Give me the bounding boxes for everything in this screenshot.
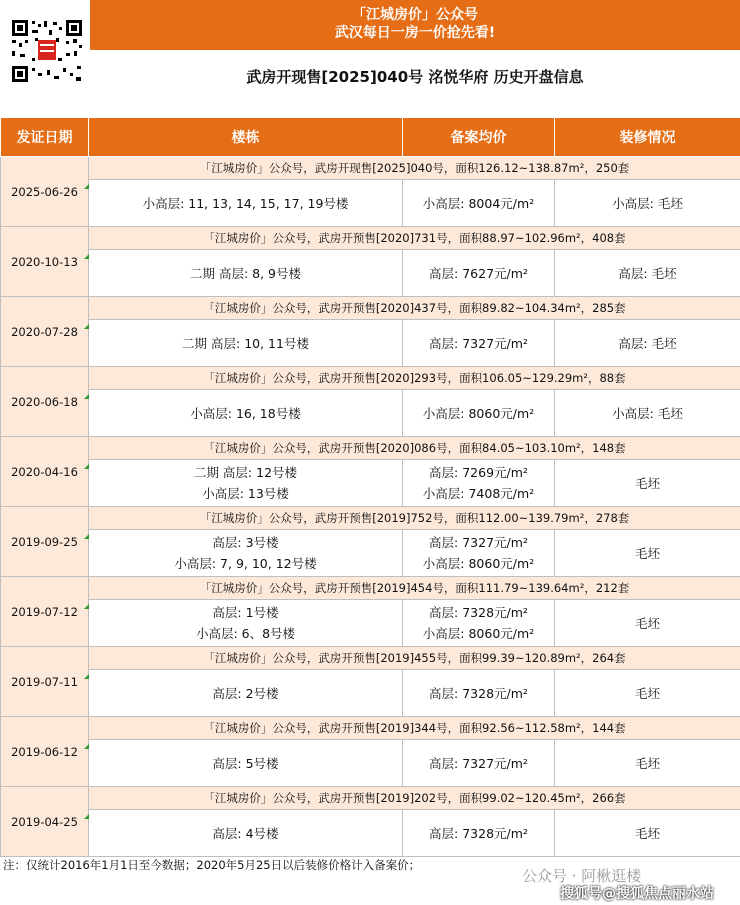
decoration-cell: [555, 390, 740, 437]
comment-marker-icon: [84, 534, 89, 539]
building-line: 小高层: 11, 13, 14, 15, 17, 19号楼: [142, 195, 349, 211]
history-table: [0, 117, 740, 857]
price-cell: [403, 740, 555, 787]
decoration-cell: [555, 670, 740, 717]
building-cell: [89, 390, 403, 437]
permit-info: 「江城房价」公众号，武房开预售[2019]752号，面积112.00~139.79m²，278套: [89, 507, 740, 530]
comment-marker-icon: [84, 674, 89, 679]
table-row-info: [1, 367, 740, 390]
issue-date-text: 2019-04-25: [11, 814, 78, 829]
issue-date: [1, 227, 89, 297]
building-line: 高层: 3号楼: [212, 535, 279, 550]
price-cell: [403, 530, 555, 577]
price-cell: [403, 460, 555, 507]
table-body: [1, 157, 740, 857]
header-price: 备案均价: [403, 118, 555, 157]
building-line: 高层: 5号楼: [212, 755, 279, 771]
permit-info: 「江城房价」公众号，武房开预售[2020]086号，面积84.05~103.10m²，148套: [89, 437, 740, 460]
price-line: 高层: 7328元/m²: [429, 685, 528, 701]
permit-info: 「江城房价」公众号，武房开预售[2020]293号，面积106.05~129.29m²，88套: [89, 367, 740, 390]
header-date: 发证日期: [1, 118, 89, 157]
price-cell: [403, 390, 555, 437]
price-line: 高层: 7328元/m²: [429, 605, 528, 620]
issue-date: [1, 577, 89, 647]
price-line: 小高层: 8060元/m²: [422, 626, 535, 641]
building-cell: [89, 320, 403, 367]
price-line: 小高层: 8060元/m²: [422, 405, 535, 421]
table-row: [1, 740, 740, 787]
building-cell: [89, 810, 403, 857]
building-cell: [89, 600, 403, 647]
qr-code-icon: [8, 18, 86, 84]
table-row-info: [1, 787, 740, 810]
watermark-sohu: 搜狐号@搜狐焦点丽水站: [560, 886, 714, 902]
permit-info: 「江城房价」公众号，武房开预售[2019]454号，面积111.79~139.64m²，212套: [89, 577, 740, 600]
building-cell: [89, 460, 403, 507]
issue-date-text: 2025-06-26: [11, 184, 78, 199]
header-building: 楼栋: [89, 118, 403, 157]
decoration-cell: [555, 740, 740, 787]
issue-date-text: 2020-07-28: [11, 324, 78, 339]
banner-line1: 「江城房价」公众号: [352, 7, 478, 23]
price-cell: [403, 600, 555, 647]
decoration-line: 毛坯: [634, 755, 660, 771]
decoration-cell: [555, 460, 740, 507]
comment-marker-icon: [84, 394, 89, 399]
price-line: 高层: 7327元/m²: [429, 535, 528, 550]
issue-date-text: 2020-04-16: [11, 464, 78, 479]
issue-date: [1, 647, 89, 717]
comment-marker-icon: [84, 464, 89, 469]
decoration-line: 小高层: 毛坯: [612, 405, 683, 421]
comment-marker-icon: [84, 604, 89, 609]
permit-info: 「江城房价」公众号，武房开现售[2025]040号，面积126.12~138.87m²，250套: [89, 157, 740, 180]
issue-date-text: 2020-10-13: [11, 254, 78, 269]
building-cell: [89, 250, 403, 297]
decoration-cell: [555, 530, 740, 577]
price-line: 高层: 7627元/m²: [429, 265, 528, 281]
comment-marker-icon: [84, 744, 89, 749]
permit-info: 「江城房价」公众号，武房开预售[2020]437号，面积89.82~104.34m²，285套: [89, 297, 740, 320]
building-cell: [89, 740, 403, 787]
issue-date: [1, 507, 89, 577]
issue-date: [1, 437, 89, 507]
table-row-info: [1, 577, 740, 600]
price-line: 小高层: 7408元/m²: [422, 486, 535, 501]
table-row-info: [1, 647, 740, 670]
building-cell: [89, 530, 403, 577]
page-title: 武房开现售[2025]040号 洺悦华府 历史开盘信息: [246, 68, 584, 86]
building-cell: [89, 180, 403, 227]
watermark-wechat: 公众号 · 阿楸逛楼: [522, 867, 642, 885]
price-cell: [403, 810, 555, 857]
building-line: 二期 高层: 12号楼: [193, 465, 298, 480]
decoration-cell: [555, 600, 740, 647]
header-decoration: 装修情况: [555, 118, 740, 157]
issue-date-text: 2019-07-11: [11, 674, 78, 689]
comment-marker-icon: [84, 814, 89, 819]
price-line: 高层: 7328元/m²: [429, 825, 528, 841]
table-row: [1, 530, 740, 577]
comment-marker-icon: [84, 254, 89, 259]
price-line: 小高层: 8060元/m²: [422, 556, 535, 571]
decoration-cell: [555, 320, 740, 367]
decoration-cell: [555, 250, 740, 297]
comment-marker-icon: [84, 184, 89, 189]
table-row: [1, 810, 740, 857]
decoration-cell: [555, 180, 740, 227]
decoration-line: 毛坯: [634, 545, 660, 561]
permit-info: 「江城房价」公众号，武房开预售[2020]731号，面积88.97~102.96m²，408套: [89, 227, 740, 250]
table-row: [1, 390, 740, 437]
permit-info: 「江城房价」公众号，武房开预售[2019]455号，面积99.39~120.89m²，264套: [89, 647, 740, 670]
building-cell: [89, 670, 403, 717]
price-line: 高层: 7327元/m²: [429, 335, 528, 351]
price-line: 高层: 7269元/m²: [429, 465, 528, 480]
decoration-line: 毛坯: [634, 825, 660, 841]
table-row: [1, 320, 740, 367]
building-line: 二期 高层: 10, 11号楼: [182, 335, 309, 351]
issue-date: [1, 297, 89, 367]
decoration-line: 高层: 毛坯: [618, 265, 677, 281]
building-line: 小高层: 7, 9, 10, 12号楼: [174, 556, 317, 571]
price-line: 小高层: 8004元/m²: [422, 195, 535, 211]
issue-date-text: 2019-07-12: [11, 604, 78, 619]
footnote: 注：仅统计2016年1月1日至今数据；2020年5月25日以后装修价格计入备案价；: [3, 858, 421, 872]
header-banner: [90, 0, 740, 50]
building-line: 小高层: 6、8号楼: [195, 626, 296, 641]
table-row-info: [1, 227, 740, 250]
price-cell: [403, 180, 555, 227]
qr-code: [8, 18, 86, 84]
issue-date-text: 2020-06-18: [11, 394, 78, 409]
building-line: 高层: 4号楼: [212, 825, 279, 841]
table-row-info: [1, 297, 740, 320]
decoration-line: 高层: 毛坯: [618, 335, 677, 351]
building-line: 高层: 2号楼: [212, 685, 279, 701]
issue-date: [1, 157, 89, 227]
issue-date-text: 2019-06-12: [11, 744, 78, 759]
decoration-line: 毛坯: [634, 475, 660, 491]
table-row-info: [1, 157, 740, 180]
issue-date: [1, 787, 89, 857]
table-row: [1, 180, 740, 227]
price-line: 高层: 7327元/m²: [429, 755, 528, 771]
issue-date-text: 2019-09-25: [11, 534, 78, 549]
decoration-line: 毛坯: [634, 615, 660, 631]
table-row: [1, 460, 740, 507]
building-line: 二期 高层: 8, 9号楼: [189, 265, 301, 281]
table-row-info: [1, 507, 740, 530]
decoration-line: 毛坯: [634, 685, 660, 701]
price-cell: [403, 670, 555, 717]
permit-info: 「江城房价」公众号，武房开预售[2019]344号，面积92.56~112.58m²，144套: [89, 717, 740, 740]
comment-marker-icon: [84, 324, 89, 329]
price-cell: [403, 250, 555, 297]
table-row: [1, 600, 740, 647]
permit-info: 「江城房价」公众号，武房开预售[2019]202号，面积99.02~120.45m²，266套: [89, 787, 740, 810]
table-row-info: [1, 437, 740, 460]
price-cell: [403, 320, 555, 367]
decoration-cell: [555, 810, 740, 857]
issue-date: [1, 367, 89, 437]
banner-line2: 武汉每日一房一价抢先看!: [334, 25, 496, 41]
building-line: 小高层: 16, 18号楼: [190, 405, 301, 421]
decoration-line: 小高层: 毛坯: [612, 195, 683, 211]
table-row: [1, 670, 740, 717]
building-line: 高层: 1号楼: [212, 605, 279, 620]
issue-date: [1, 717, 89, 787]
building-line: 小高层: 13号楼: [202, 486, 289, 501]
table-row: [1, 250, 740, 297]
table-row-info: [1, 717, 740, 740]
